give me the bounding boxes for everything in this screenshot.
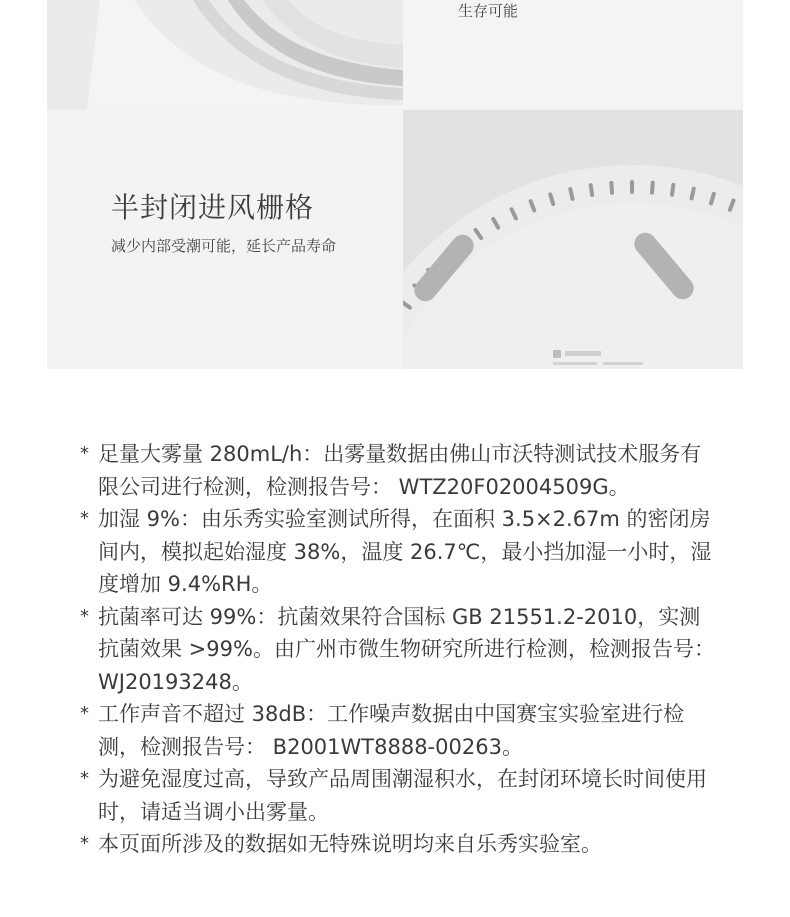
- footnotes-list: [80, 438, 720, 861]
- asterisk-icon: *: [80, 605, 89, 627]
- product-photo-top: [47, 0, 403, 110]
- vent-grille-illustration: [403, 110, 743, 369]
- asterisk-icon: *: [80, 443, 89, 464]
- top-caption-text: 生存可能: [458, 2, 519, 20]
- brand-logo-icon: [553, 350, 561, 358]
- asterisk-icon: *: [80, 508, 89, 529]
- footnote-item: [80, 698, 720, 763]
- feature-description: 减少内部受潮可能，延长产品寿命: [111, 237, 337, 255]
- product-photo-grille: [403, 110, 743, 369]
- footnote-item: [80, 763, 720, 828]
- footnote-item: [80, 828, 720, 861]
- feature-title: 半封闭进风栅格: [111, 191, 315, 224]
- asterisk-icon: *: [80, 833, 89, 854]
- footnote-text: 本页面所涉及的数据如无特殊说明均来自乐秀实验室。: [98, 832, 602, 856]
- device-rim-illustration: [47, 0, 403, 110]
- footnote-text: 加湿 9%：由乐秀实验室测试所得，在面积 3.5×2.67m 的密闭房间内，模拟起始湿度 38%，温度 26.7℃，最小挡加湿一小时，湿度增加 9.4%RH。: [98, 507, 712, 596]
- feature-text-panel: [47, 110, 403, 369]
- caption-panel-top: [403, 0, 743, 110]
- vent-slot: [630, 180, 634, 194]
- footnote-text: 抗菌率可达 99%：抗菌效果符合国标 GB 21551.2-2010，实测抗菌效果 >99%。由广州市微生物研究所进行检测，检测报告号： WJ20193248。: [98, 604, 715, 694]
- footnote-item: [80, 503, 720, 601]
- footnote-text: 为避免湿度过高，导致产品周围潮湿积水，在封闭环境长时间使用时，请适当调小出雾量。: [98, 767, 707, 824]
- asterisk-icon: *: [80, 768, 89, 789]
- footnote-item: [80, 601, 720, 699]
- asterisk-icon: *: [80, 703, 89, 724]
- footnote-text: 足量大雾量 280mL/h：出雾量数据由佛山市沃特测试技术服务有限公司进行检测，检测报告号： WTZ20F02004509G。: [98, 442, 702, 499]
- footnote-item: [80, 438, 720, 503]
- footnote-text: 工作声音不超过 38dB：工作噪声数据由中国赛宝实验室进行检测，检测报告号： B2001WT8888-00263。: [98, 702, 685, 759]
